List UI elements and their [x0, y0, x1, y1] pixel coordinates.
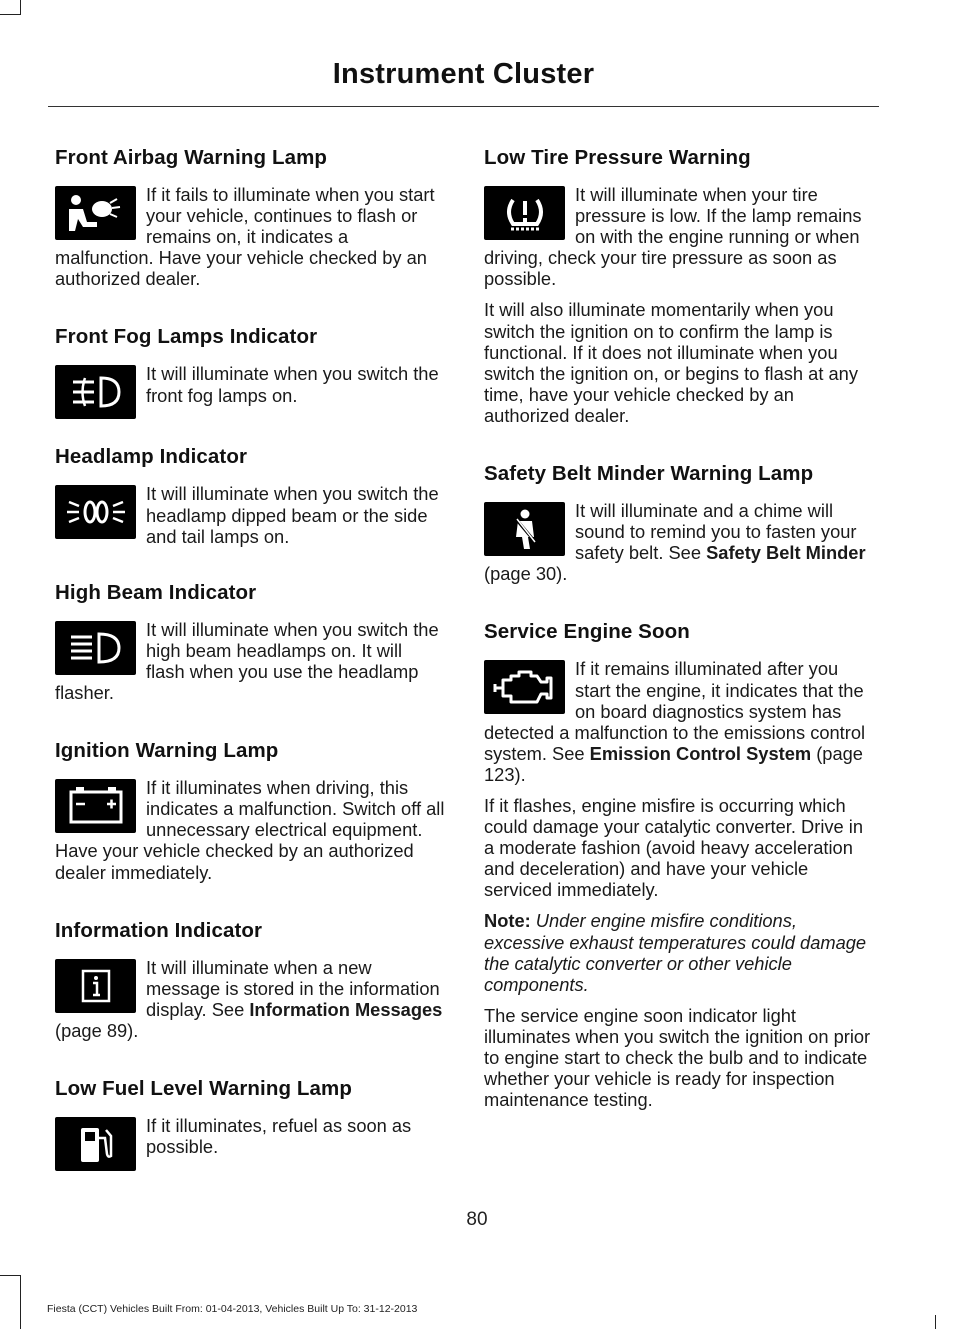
paragraph [484, 910, 874, 994]
airbag-icon [55, 186, 136, 240]
right-column [484, 144, 874, 1120]
section-body [55, 777, 445, 892]
bold-text: Emission Control System [589, 742, 812, 764]
section [55, 917, 445, 1051]
page-number: 80 [466, 1209, 488, 1230]
crop-mark [935, 1315, 936, 1329]
section-title: Front Fog Lamps Indicator [55, 325, 318, 349]
text-run: It will also illuminate momentarily when you switch the ignition on to confirm the lamp is functional. If it does not illuminate when you switch the ignition on, or begins to flash at any time, have your vehicle checked by an authorized dealer. [484, 299, 858, 426]
page-title: Instrument Cluster [332, 58, 595, 90]
section [55, 1075, 445, 1173]
section-title: Safety Belt Minder Warning Lamp [484, 462, 814, 486]
text-run: It will illuminate when you switch the headlamp dipped beam or the side and tail lamps on. [146, 483, 439, 547]
section-title: Information Indicator [55, 918, 263, 942]
section-body [484, 184, 874, 436]
crop-mark [20, 0, 21, 15]
bold-text: Note: [484, 910, 531, 932]
text-run: (page 30). [484, 563, 568, 585]
paragraph [484, 1005, 874, 1110]
front-fog-lamp-icon [55, 365, 136, 419]
paragraph [484, 658, 874, 785]
crop-mark [0, 14, 20, 15]
paragraph [55, 1115, 445, 1157]
text-run: If it illuminates when driving, this indicates a malfunction. Switch off all unnecessary electrical equipment. Have your vehicle checked by an authorized dealer immediately. [55, 777, 445, 883]
paragraph [484, 795, 874, 900]
paragraph [55, 619, 445, 703]
title-rule [48, 106, 879, 107]
section-title: Low Fuel Level Warning Lamp [55, 1076, 352, 1100]
section-title: Front Airbag Warning Lamp [55, 146, 328, 169]
bold-text: Safety Belt Minder [706, 542, 866, 564]
section-title: Headlamp Indicator [55, 445, 248, 469]
section-title: Ignition Warning Lamp [55, 739, 279, 763]
text-run: It will illuminate when you switch the high beam headlamps on. It will flash when you use the headlamp flasher. [55, 618, 439, 704]
section [484, 618, 874, 1120]
paragraph [55, 777, 445, 882]
text-run: If it illuminates, refuel as soon as possible. [146, 1114, 412, 1158]
section-body [484, 500, 874, 594]
text-run: If it flashes, engine misfire is occurring which could damage your catalytic converter. Drive in a moderate fashion (avoid heavy acceleration and deceleration) and have your vehicle serviced immediately. [484, 794, 864, 901]
section-body [484, 658, 874, 1120]
section-title: Low Tire Pressure Warning [484, 146, 751, 169]
text-run: (page 123). [484, 742, 863, 785]
paragraph [484, 500, 874, 584]
battery-icon [55, 779, 136, 833]
section-body [55, 619, 445, 713]
section-title: High Beam Indicator [55, 580, 257, 604]
section [55, 323, 445, 421]
section-body [55, 184, 445, 299]
section [55, 579, 445, 713]
section [484, 460, 874, 594]
left-column [55, 144, 445, 1173]
text-run: If it fails to illuminate when you start your vehicle, continues to flash or remains on, it indicates a malfunction. Have your vehicle checked by an authorized dealer. [55, 184, 435, 290]
paragraph [484, 184, 874, 289]
text-run: (page 89). [55, 1019, 139, 1041]
text-run: It will illuminate and a chime will sound to remind you to fasten your safety belt. See [575, 500, 857, 564]
text-run: If it remains illuminated after you start the engine, it indicates that the on board diagnostics system has detected a malfunction to the emissions control system. See [484, 658, 866, 764]
section [55, 737, 445, 892]
crop-mark [0, 1275, 20, 1276]
text-run: It will illuminate when you switch the front fog lamps on. [146, 363, 439, 406]
section [55, 443, 445, 556]
footer-text: Fiesta (CCT) Vehicles Built From: 01-04-2013, Vehicles Built Up To: 31-12-2013 [47, 1303, 418, 1315]
paragraph [55, 957, 445, 1041]
section [484, 144, 874, 436]
fuel-pump-icon [55, 1117, 136, 1171]
section [55, 144, 445, 299]
text-run: It will illuminate when your tire pressure is low. If the lamp remains on with the engine running or when driving, check your tire pressure as soon as possible. [484, 184, 862, 290]
crop-mark [20, 1275, 21, 1329]
tire-pressure-icon [484, 186, 565, 240]
section-body [55, 957, 445, 1051]
paragraph [484, 299, 874, 426]
information-icon [55, 959, 136, 1013]
italic-text: Under engine misfire conditions, excessive exhaust temperatures could damage the catalytic converter or other vehicle components. [484, 910, 867, 995]
engine-icon [484, 660, 565, 714]
bold-text: Information Messages [249, 998, 443, 1020]
section-body [55, 1115, 445, 1173]
paragraph [55, 483, 445, 546]
headlamp-icon [55, 485, 136, 539]
paragraph [55, 184, 445, 289]
section-body [55, 483, 445, 556]
text-run: The service engine soon indicator light illuminates when you switch the ignition on prior to engine start to check the bulb and to indicate whether your vehicle is ready for inspection maintenance testing. [484, 1004, 871, 1111]
text-run: It will illuminate when a new message is stored in the information display. See [146, 956, 440, 1020]
section-title: Service Engine Soon [484, 620, 690, 644]
paragraph [55, 363, 445, 405]
high-beam-icon [55, 621, 136, 675]
seat-belt-icon [484, 502, 565, 556]
section-body [55, 363, 445, 421]
